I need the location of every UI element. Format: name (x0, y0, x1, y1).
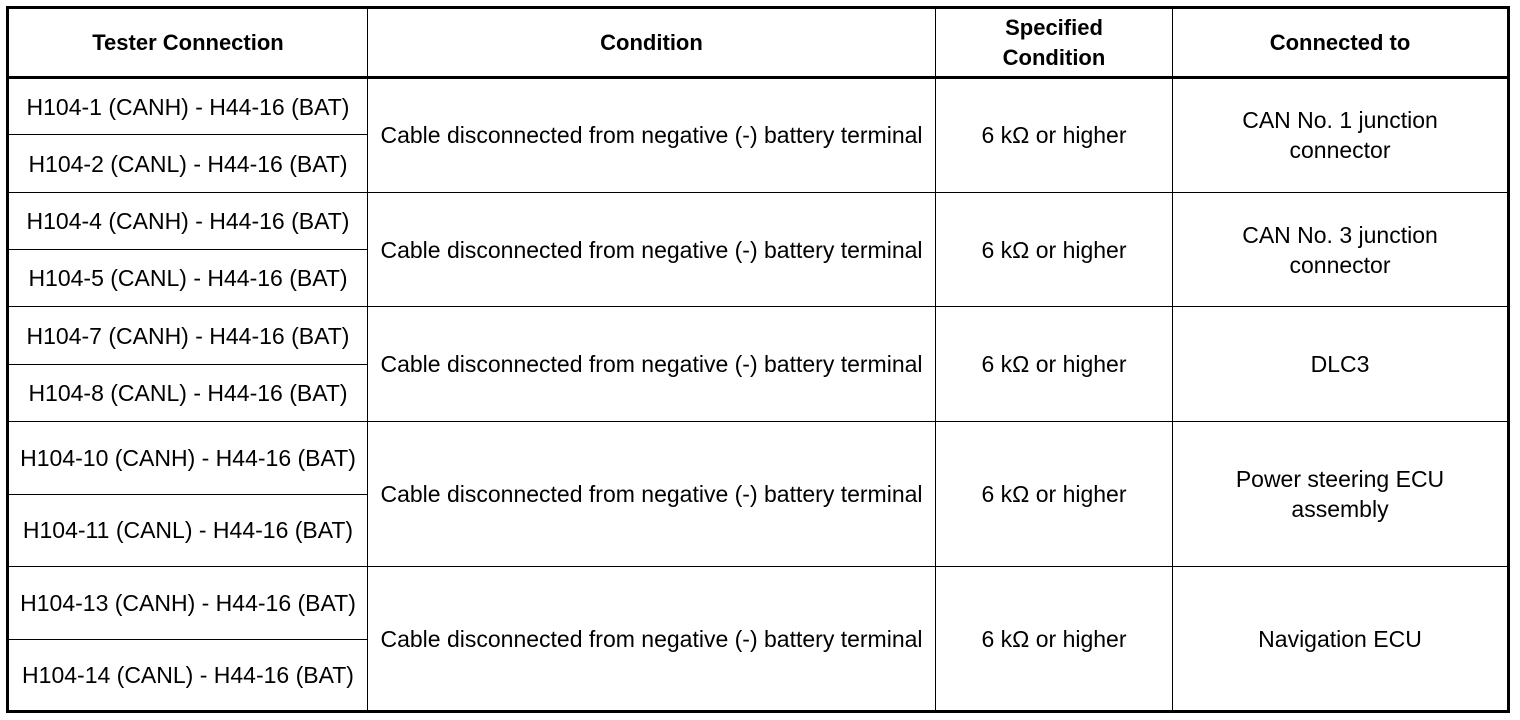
header-condition: Condition (368, 8, 936, 78)
condition-cell: Cable disconnected from negative (-) battery terminal (368, 192, 936, 307)
tester-connection-cell: H104-5 (CANL) - H44-16 (BAT) (8, 250, 368, 307)
specified-condition-cell: 6 kΩ or higher (936, 422, 1173, 567)
condition-cell: Cable disconnected from negative (-) battery terminal (368, 307, 936, 422)
table-row (8, 422, 1509, 494)
tester-connection-cell: H104-7 (CANH) - H44-16 (BAT) (8, 307, 368, 364)
tester-connection-cell: H104-1 (CANH) - H44-16 (BAT) (8, 78, 368, 135)
header-connected-to: Connected to (1173, 8, 1509, 78)
specified-condition-cell: 6 kΩ or higher (936, 567, 1173, 712)
header-row (8, 8, 1509, 78)
condition-cell: Cable disconnected from negative (-) battery terminal (368, 422, 936, 567)
specified-condition-cell: 6 kΩ or higher (936, 78, 1173, 193)
tester-connection-cell: H104-13 (CANH) - H44-16 (BAT) (8, 567, 368, 639)
tester-connection-cell: H104-11 (CANL) - H44-16 (BAT) (8, 494, 368, 566)
connected-to-cell: CAN No. 1 junction connector (1173, 78, 1509, 193)
connected-to-cell: Navigation ECU (1173, 567, 1509, 712)
table-row (8, 78, 1509, 135)
tester-connection-cell: H104-4 (CANH) - H44-16 (BAT) (8, 192, 368, 249)
header-specified-condition: Specified Condition (936, 8, 1173, 78)
specified-condition-cell: 6 kΩ or higher (936, 307, 1173, 422)
tester-connection-cell: H104-2 (CANL) - H44-16 (BAT) (8, 135, 368, 192)
specified-condition-cell: 6 kΩ or higher (936, 192, 1173, 307)
tester-connection-cell: H104-8 (CANL) - H44-16 (BAT) (8, 364, 368, 421)
connected-to-cell: CAN No. 3 junction connector (1173, 192, 1509, 307)
header-tester-connection: Tester Connection (8, 8, 368, 78)
condition-cell: Cable disconnected from negative (-) battery terminal (368, 78, 936, 193)
table-row (8, 567, 1509, 639)
tester-connection-cell: H104-10 (CANH) - H44-16 (BAT) (8, 422, 368, 494)
tester-connection-cell: H104-14 (CANL) - H44-16 (BAT) (8, 639, 368, 711)
connected-to-cell: DLC3 (1173, 307, 1509, 422)
condition-cell: Cable disconnected from negative (-) battery terminal (368, 567, 936, 712)
table-row (8, 192, 1509, 249)
connected-to-cell: Power steering ECU assembly (1173, 422, 1509, 567)
specification-table (6, 6, 1510, 713)
table-row (8, 307, 1509, 364)
